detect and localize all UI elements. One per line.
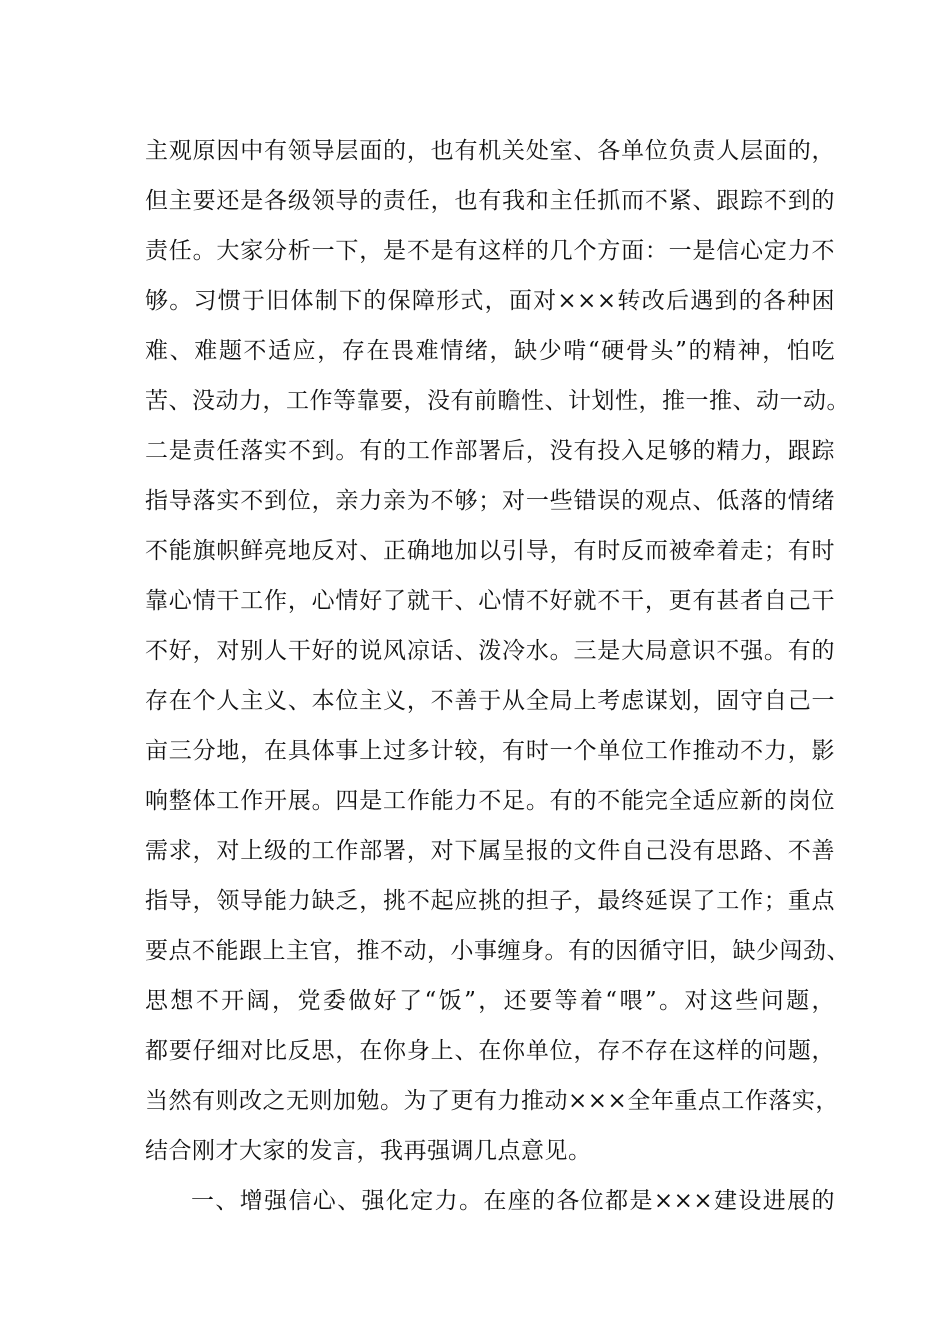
text-line: 但主要还是各级领导的责任，也有我和主任抓而不紧、跟踪不到的: [145, 188, 835, 214]
text-line: 二是责任落实不到。有的工作部署后，没有投入足够的精力，跟踪: [145, 438, 835, 464]
text-line: 主观原因中有领导层面的，也有机关处室、各单位负责人层面的，: [145, 138, 835, 164]
text-line: 不好，对别人干好的说风凉话、泼冷水。三是大局意识不强。有的: [145, 638, 835, 664]
text-line: 思想不开阔，党委做好了“饭”，还要等着“喂”。对这些问题，: [145, 988, 835, 1014]
text-line: 靠心情干工作，心情好了就干、心情不好就不干，更有甚者自己干: [145, 588, 835, 614]
paragraph-end-line: 结合刚才大家的发言，我再强调几点意见。: [145, 1138, 592, 1164]
body-text: [145, 126, 850, 1226]
text-line: 响整体工作开展。四是工作能力不足。有的不能完全适应新的岗位: [145, 788, 835, 814]
text-line: 难、难题不适应，存在畏难情绪，缺少啃“硬骨头”的精神，怕吃: [145, 338, 835, 364]
text-line: 指导，领导能力缺乏，挑不起应挑的担子，最终延误了工作；重点: [145, 888, 835, 914]
text-line: 需求，对上级的工作部署，对下属呈报的文件自己没有思路、不善: [145, 838, 835, 864]
text-line: 苦、没动力，工作等靠要，没有前瞻性、计划性，推一推、动一动。: [145, 388, 850, 414]
text-line: 当然有则改之无则加勉。为了更有力推动×××全年重点工作落实，: [145, 1088, 839, 1114]
text-line: 够。习惯于旧体制下的保障形式，面对×××转改后遇到的各种困: [145, 288, 835, 314]
text-line: 不能旗帜鲜亮地反对、正确地加以引导，有时反而被牵着走；有时: [145, 538, 835, 564]
text-line: 亩三分地，在具体事上过多计较，有时一个单位工作推动不力，影: [145, 738, 835, 764]
text-line: 存在个人主义、本位主义，不善于从全局上考虑谋划，固守自己一: [145, 688, 835, 714]
text-line: 都要仔细对比反思，在你身上、在你单位，存不存在这样的问题，: [145, 1038, 835, 1064]
section-heading-line: 一、增强信心、强化定力。在座的各位都是×××建设进展的: [191, 1188, 835, 1214]
text-line: 要点不能跟上主官，推不动，小事缠身。有的因循守旧，缺少闯劲、: [145, 938, 850, 964]
text-line: 指导落实不到位，亲力亲为不够；对一些错误的观点、低落的情绪: [145, 488, 835, 514]
text-line: 责任。大家分析一下，是不是有这样的几个方面：一是信心定力不: [145, 238, 835, 264]
